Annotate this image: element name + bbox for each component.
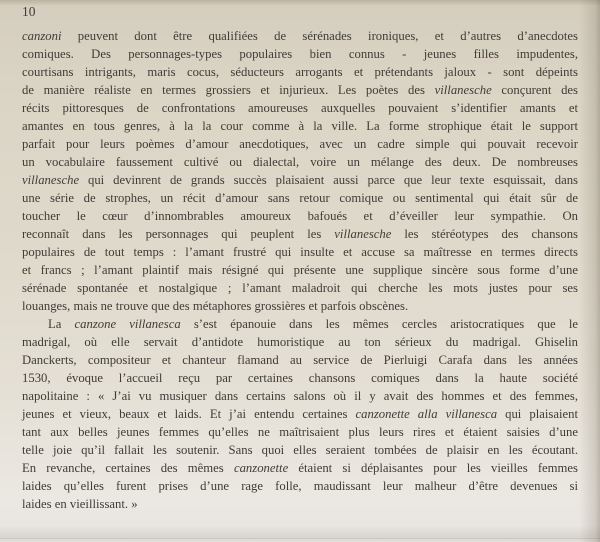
text-line xyxy=(22,117,578,135)
text-segment: un vocabulaire faussement cultivé ou dialectal, voire un mélange des deux. De nombreuses xyxy=(22,155,578,169)
text-line xyxy=(22,297,578,315)
text-segment: étaient si déplaisantes pour les vieilles femmes xyxy=(288,461,578,475)
page-number: 10 xyxy=(22,4,36,19)
text-line xyxy=(22,369,578,387)
text-segment: qui plaisaient xyxy=(497,407,578,421)
text-segment: qui devinrent de grands succès plaisaient aussi parce que leur texte esquissait, dans xyxy=(79,173,578,187)
text-segment: madrigal, où elle servait d’antidote humoristique au ton sérieux du madrigal. Ghiselin xyxy=(22,335,578,349)
text-line xyxy=(22,495,578,513)
text-segment: de manière réaliste en termes grossiers et injurieux. Les poètes des xyxy=(22,83,435,97)
text-segment: reconnaît dans les personnages qui peuplent les xyxy=(22,227,335,241)
text-segment: une série de strophes, un récit d’amour sans retour comique ou sentimental qui était sûr de xyxy=(22,191,578,205)
text-segment: 1530, évoque l’accueil reçu par certaines chansons comiques dans la haute société xyxy=(22,371,578,385)
text-segment: telle joie qu’il fallait les soutenir. Sans quoi elles seraient tombées de plaisir en les écoutant. xyxy=(22,443,578,457)
text-segment: En revanche, certaines des mêmes xyxy=(22,461,234,475)
text-line xyxy=(22,423,578,441)
text-line xyxy=(22,477,578,495)
text-segment: louanges, mais ne trouve que des métaphores grossières et parfois obscènes. xyxy=(22,299,409,313)
page-bottom-edge-shadow xyxy=(0,538,600,539)
text-segment: sérénade spontanée et nostalgique ; l’amant maladroit qui cherche les mots justes pour ses xyxy=(22,281,578,295)
text-line xyxy=(22,63,578,81)
text-line xyxy=(22,441,578,459)
text-segment: Danckerts, compositeur et chanteur flamand au service de Pierluigi Carafa dans les années xyxy=(22,353,578,367)
text-segment: courtisans intrigants, maris cocus, séducteurs arrogants et prétendants jaloux - sont dépeints xyxy=(22,65,578,79)
text-line xyxy=(22,459,578,477)
text-line xyxy=(22,405,578,423)
text-segment: parfait pour leurs poèmes d’amour anecdotiques, avec un cadre simple qui pouvait recevoir xyxy=(22,137,578,151)
text-line xyxy=(22,387,578,405)
italic-term: canzoni xyxy=(22,29,62,43)
text-segment: amantes en tous genres, à la la cour comme à la ville. La forme strophique était le support xyxy=(22,119,578,133)
text-segment: conçurent des xyxy=(491,83,578,97)
text-segment: jeunes et vieux, beaux et laids. Et j’ai entendu certaines xyxy=(22,407,356,421)
text-line xyxy=(22,261,578,279)
text-segment: comiques. Des personnages-types populaires bien connus - jeunes filles impudentes, xyxy=(22,47,578,61)
text-line xyxy=(22,189,578,207)
text-line xyxy=(22,99,578,117)
text-segment: les stéréotypes des chansons xyxy=(391,227,578,241)
text-segment: La xyxy=(48,317,75,331)
text-line xyxy=(22,81,578,99)
italic-term: villanesche xyxy=(22,173,80,187)
text-line xyxy=(22,351,578,369)
text-line xyxy=(22,45,578,63)
text-line xyxy=(22,135,578,153)
italic-term: villanesche xyxy=(434,83,492,97)
text-segment: récits pittoresques de confrontations amoureuses auxquelles pouvaient s’identifier amants et xyxy=(22,101,578,115)
text-segment: laides en vieillissant. » xyxy=(22,497,138,511)
text-line xyxy=(22,207,578,225)
text-segment: s’est épanouie dans les mêmes cercles aristocratiques que le xyxy=(180,317,578,331)
text-segment: populaires de tout temps : l’amant frustré qui insulte et accuse sa maîtresse en termes directs xyxy=(22,245,578,259)
page-text xyxy=(22,27,578,513)
text-segment: peuvent dont être qualifiées de sérénades ironiques, et d’autres d’anecdotes xyxy=(61,29,578,43)
italic-term: canzonette alla villanesca xyxy=(355,407,498,421)
text-line xyxy=(22,315,578,333)
italic-term: canzone villanesca xyxy=(74,317,181,331)
text-line xyxy=(22,243,578,261)
italic-term: villanesche xyxy=(334,227,392,241)
text-line xyxy=(22,279,578,297)
text-line xyxy=(22,27,578,45)
text-line xyxy=(22,171,578,189)
text-segment: napolitaine : « J’ai vu musiquer dans certains salons où il y avait des hommes et des femmes, xyxy=(22,389,578,403)
text-line xyxy=(22,153,578,171)
text-segment: laides qu’elles furent prises d’une rage folle, maudissant leur malheur d’être devenues si xyxy=(22,479,578,493)
text-line xyxy=(22,225,578,243)
text-segment: tant aux belles jeunes femmes qu’elles ne maîtrisaient plus leurs rires et étaient saisies d’une xyxy=(22,425,578,439)
text-line xyxy=(22,333,578,351)
text-segment: toucher le cœur d’innombrables amoureux bafoués et d’éveiller leur sympathie. On xyxy=(22,209,578,223)
italic-term: canzonette xyxy=(233,461,289,475)
text-segment: et francs ; l’amant plaintif mais résigné qui présente une supplique sincère sous forme d’une xyxy=(22,263,578,277)
